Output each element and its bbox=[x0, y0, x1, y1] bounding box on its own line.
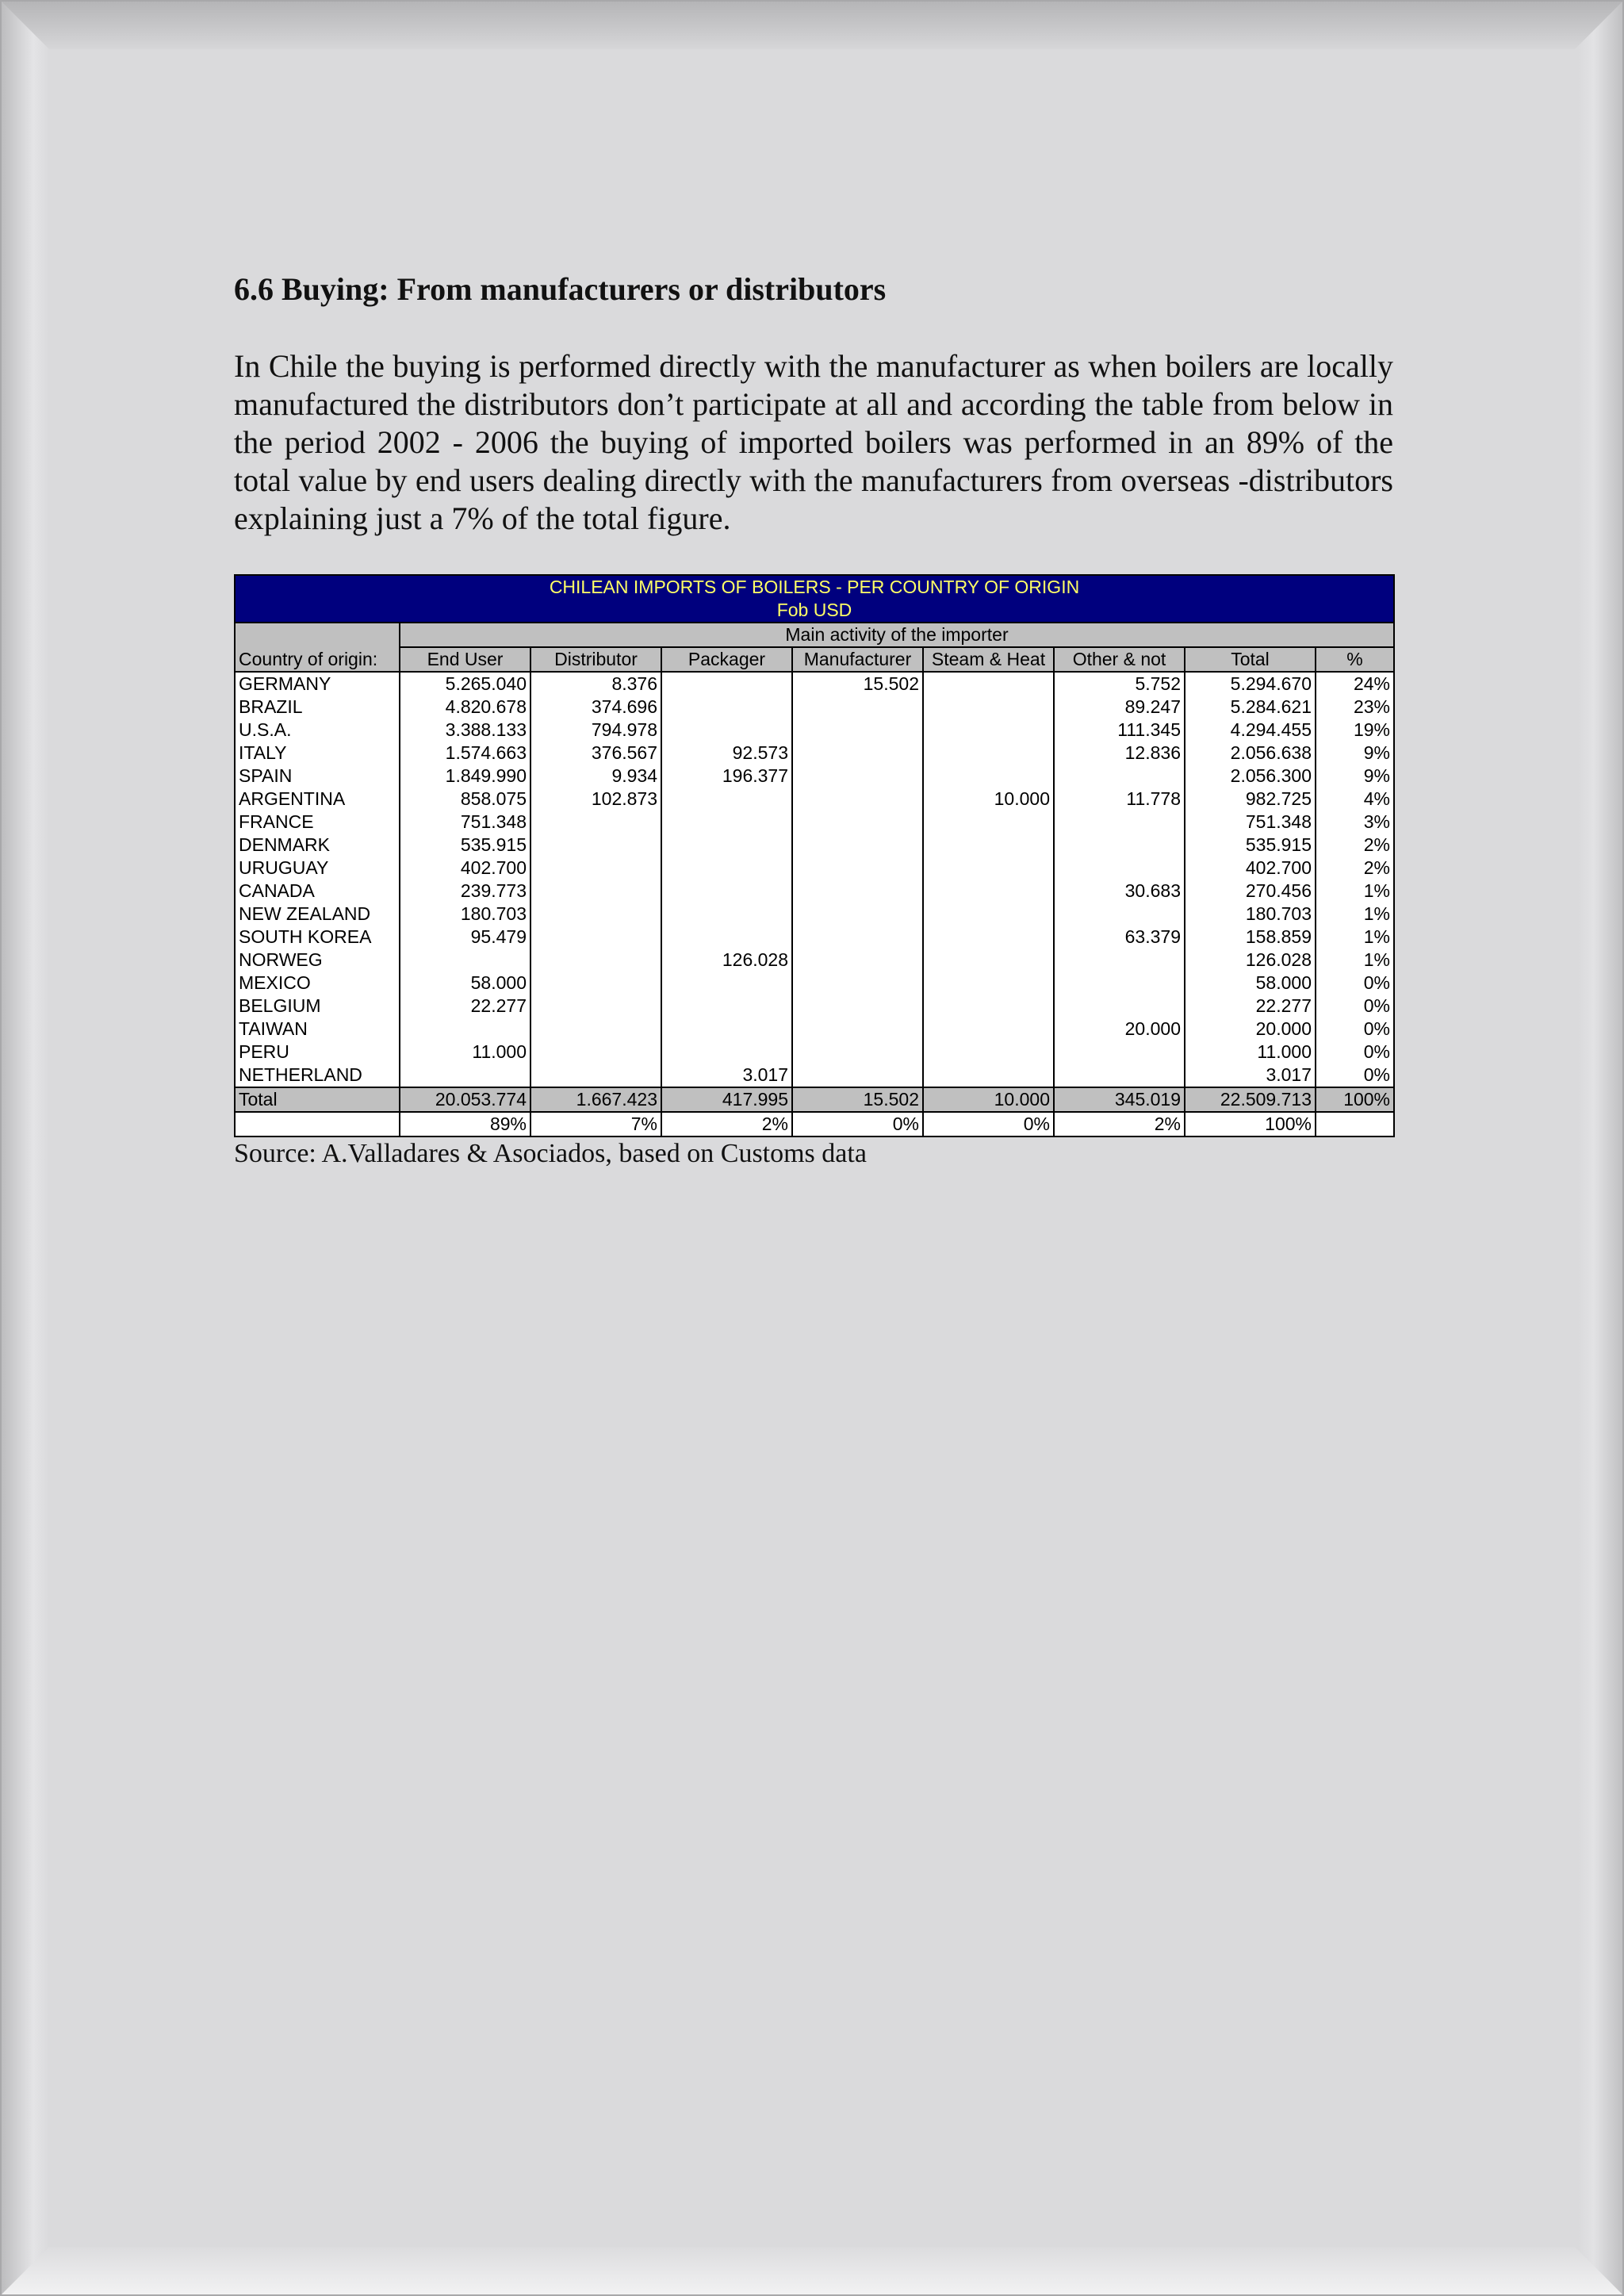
country-cell: URUGUAY bbox=[235, 857, 400, 880]
table-row bbox=[235, 949, 1394, 972]
value-cell bbox=[530, 926, 661, 949]
value-cell: 0% bbox=[1316, 1018, 1394, 1041]
value-cell: 92.573 bbox=[661, 742, 792, 765]
value-cell: 858.075 bbox=[400, 788, 530, 811]
value-cell: 3.388.133 bbox=[400, 719, 530, 742]
value-cell: 10.000 bbox=[923, 788, 1054, 811]
body-paragraph: In Chile the buying is performed directly with the manufacturer as when boilers are locally manufactured the distributors don’t participate at all and according the table from below in the period 2002 - 2006 the buying of imported boilers was performed in an 89% of the total value by end users dealing directly with the manufacturers from overseas -distributors explaining just a 7% of the total figure. bbox=[234, 348, 1393, 536]
value-cell: 1.574.663 bbox=[400, 742, 530, 765]
value-cell bbox=[923, 857, 1054, 880]
value-cell: 30.683 bbox=[1054, 880, 1185, 903]
country-cell: PERU bbox=[235, 1041, 400, 1064]
total-value: 100% bbox=[1316, 1087, 1394, 1112]
table-row bbox=[235, 1041, 1394, 1064]
value-cell bbox=[661, 811, 792, 834]
value-cell: 0% bbox=[1316, 972, 1394, 995]
value-cell bbox=[923, 880, 1054, 903]
value-cell bbox=[923, 765, 1054, 788]
value-cell bbox=[400, 1018, 530, 1041]
value-cell bbox=[923, 949, 1054, 972]
percent-value: 0% bbox=[792, 1112, 923, 1137]
value-cell bbox=[400, 1064, 530, 1087]
table-row bbox=[235, 765, 1394, 788]
total-value: 1.667.423 bbox=[530, 1087, 661, 1112]
value-cell bbox=[1054, 903, 1185, 926]
source-note: Source: A.Valladares & Asociados, based on Customs data bbox=[234, 1139, 867, 1168]
total-row bbox=[235, 1087, 1394, 1112]
value-cell bbox=[530, 1018, 661, 1041]
value-cell bbox=[923, 719, 1054, 742]
value-cell: 3% bbox=[1316, 811, 1394, 834]
country-cell: DENMARK bbox=[235, 834, 400, 857]
country-cell: ITALY bbox=[235, 742, 400, 765]
column-header: Distributor bbox=[530, 647, 661, 672]
country-cell: CANADA bbox=[235, 880, 400, 903]
value-cell bbox=[923, 1018, 1054, 1041]
value-cell: 3.017 bbox=[661, 1064, 792, 1087]
value-cell bbox=[530, 880, 661, 903]
value-cell: 126.028 bbox=[661, 949, 792, 972]
value-cell bbox=[792, 696, 923, 719]
value-cell: 22.277 bbox=[1185, 995, 1316, 1018]
table-title: CHILEAN IMPORTS OF BOILERS - PER COUNTRY OF ORIGIN bbox=[235, 575, 1394, 599]
value-cell: 12.836 bbox=[1054, 742, 1185, 765]
value-cell bbox=[1054, 1041, 1185, 1064]
value-cell: 9% bbox=[1316, 765, 1394, 788]
value-cell: 4.820.678 bbox=[400, 696, 530, 719]
value-cell: 535.915 bbox=[1185, 834, 1316, 857]
table-row bbox=[235, 742, 1394, 765]
value-cell: 402.700 bbox=[400, 857, 530, 880]
column-header: Manufacturer bbox=[792, 647, 923, 672]
value-cell: 0% bbox=[1316, 1041, 1394, 1064]
total-value: 10.000 bbox=[923, 1087, 1054, 1112]
value-cell: 1% bbox=[1316, 926, 1394, 949]
table-row bbox=[235, 857, 1394, 880]
table-row bbox=[235, 834, 1394, 857]
value-cell: 5.265.040 bbox=[400, 672, 530, 696]
value-cell bbox=[792, 857, 923, 880]
value-cell: 4.294.455 bbox=[1185, 719, 1316, 742]
value-cell: 239.773 bbox=[400, 880, 530, 903]
country-cell: ARGENTINA bbox=[235, 788, 400, 811]
section-heading: 6.6 Buying: From manufacturers or distributors bbox=[234, 271, 887, 307]
percent-value: 100% bbox=[1185, 1112, 1316, 1137]
table-row bbox=[235, 880, 1394, 903]
table-row bbox=[235, 719, 1394, 742]
value-cell: 23% bbox=[1316, 696, 1394, 719]
value-cell bbox=[661, 788, 792, 811]
value-cell: 0% bbox=[1316, 1064, 1394, 1087]
country-cell: NEW ZEALAND bbox=[235, 903, 400, 926]
column-header-country: Country of origin: bbox=[235, 647, 400, 672]
value-cell: 11.000 bbox=[1185, 1041, 1316, 1064]
country-cell: BELGIUM bbox=[235, 995, 400, 1018]
value-cell: 11.000 bbox=[400, 1041, 530, 1064]
table-row bbox=[235, 1064, 1394, 1087]
value-cell: 3.017 bbox=[1185, 1064, 1316, 1087]
value-cell bbox=[923, 672, 1054, 696]
value-cell bbox=[923, 1041, 1054, 1064]
value-cell bbox=[661, 857, 792, 880]
value-cell bbox=[661, 995, 792, 1018]
value-cell bbox=[530, 903, 661, 926]
country-cell: TAIWAN bbox=[235, 1018, 400, 1041]
country-cell: FRANCE bbox=[235, 811, 400, 834]
value-cell: 5.752 bbox=[1054, 672, 1185, 696]
value-cell: 8.376 bbox=[530, 672, 661, 696]
value-cell bbox=[661, 719, 792, 742]
value-cell: 0% bbox=[1316, 995, 1394, 1018]
value-cell bbox=[923, 972, 1054, 995]
value-cell: 1.849.990 bbox=[400, 765, 530, 788]
value-cell: 158.859 bbox=[1185, 926, 1316, 949]
value-cell bbox=[792, 1064, 923, 1087]
column-header: Total bbox=[1185, 647, 1316, 672]
value-cell: 19% bbox=[1316, 719, 1394, 742]
value-cell bbox=[923, 811, 1054, 834]
value-cell bbox=[530, 1041, 661, 1064]
document-page bbox=[49, 49, 1578, 2250]
column-header: Steam & Heat bbox=[923, 647, 1054, 672]
value-cell bbox=[1054, 765, 1185, 788]
value-cell bbox=[792, 903, 923, 926]
imports-table bbox=[234, 574, 1395, 1137]
value-cell bbox=[530, 811, 661, 834]
total-value: 417.995 bbox=[661, 1087, 792, 1112]
percent-row bbox=[235, 1112, 1394, 1137]
value-cell: 20.000 bbox=[1054, 1018, 1185, 1041]
value-cell bbox=[530, 949, 661, 972]
country-cell: BRAZIL bbox=[235, 696, 400, 719]
value-cell: 58.000 bbox=[1185, 972, 1316, 995]
value-cell bbox=[923, 903, 1054, 926]
value-cell bbox=[1054, 949, 1185, 972]
country-cell: NORWEG bbox=[235, 949, 400, 972]
percent-value: 0% bbox=[923, 1112, 1054, 1137]
group-header: Main activity of the importer bbox=[400, 623, 1394, 647]
value-cell: 22.277 bbox=[400, 995, 530, 1018]
percent-value: 2% bbox=[661, 1112, 792, 1137]
value-cell bbox=[792, 719, 923, 742]
table-subtitle: Fob USD bbox=[235, 599, 1394, 623]
value-cell: 4% bbox=[1316, 788, 1394, 811]
total-value: 345.019 bbox=[1054, 1087, 1185, 1112]
value-cell bbox=[1054, 834, 1185, 857]
value-cell bbox=[1054, 972, 1185, 995]
value-cell bbox=[661, 926, 792, 949]
value-cell bbox=[661, 696, 792, 719]
value-cell bbox=[792, 1041, 923, 1064]
value-cell bbox=[530, 1064, 661, 1087]
column-header: End User bbox=[400, 647, 530, 672]
value-cell: 402.700 bbox=[1185, 857, 1316, 880]
value-cell bbox=[923, 995, 1054, 1018]
value-cell: 102.873 bbox=[530, 788, 661, 811]
value-cell bbox=[1054, 1064, 1185, 1087]
value-cell: 58.000 bbox=[400, 972, 530, 995]
value-cell bbox=[792, 949, 923, 972]
value-cell: 2% bbox=[1316, 857, 1394, 880]
value-cell bbox=[792, 788, 923, 811]
value-cell: 2.056.638 bbox=[1185, 742, 1316, 765]
column-header: Other & not bbox=[1054, 647, 1185, 672]
total-value: 22.509.713 bbox=[1185, 1087, 1316, 1112]
percent-value: 2% bbox=[1054, 1112, 1185, 1137]
percent-value: 7% bbox=[530, 1112, 661, 1137]
value-cell bbox=[661, 672, 792, 696]
value-cell: 20.000 bbox=[1185, 1018, 1316, 1041]
country-cell: SPAIN bbox=[235, 765, 400, 788]
value-cell: 794.978 bbox=[530, 719, 661, 742]
value-cell: 2% bbox=[1316, 834, 1394, 857]
value-cell: 95.479 bbox=[400, 926, 530, 949]
header-blank-cell bbox=[235, 623, 400, 647]
country-cell: SOUTH KOREA bbox=[235, 926, 400, 949]
value-cell bbox=[1054, 995, 1185, 1018]
value-cell bbox=[792, 972, 923, 995]
value-cell bbox=[923, 834, 1054, 857]
value-cell bbox=[792, 765, 923, 788]
total-value: 15.502 bbox=[792, 1087, 923, 1112]
value-cell: 126.028 bbox=[1185, 949, 1316, 972]
value-cell bbox=[792, 995, 923, 1018]
percent-value bbox=[235, 1112, 400, 1137]
value-cell: 751.348 bbox=[400, 811, 530, 834]
total-label: Total bbox=[235, 1087, 400, 1112]
value-cell bbox=[530, 834, 661, 857]
country-cell: MEXICO bbox=[235, 972, 400, 995]
value-cell bbox=[661, 834, 792, 857]
column-header: % bbox=[1316, 647, 1394, 672]
value-cell: 5.284.621 bbox=[1185, 696, 1316, 719]
value-cell: 180.703 bbox=[1185, 903, 1316, 926]
value-cell bbox=[923, 1064, 1054, 1087]
country-cell: GERMANY bbox=[235, 672, 400, 696]
value-cell: 15.502 bbox=[792, 672, 923, 696]
page-content bbox=[234, 270, 1393, 1171]
table-row bbox=[235, 788, 1394, 811]
value-cell: 89.247 bbox=[1054, 696, 1185, 719]
total-value: 20.053.774 bbox=[400, 1087, 530, 1112]
value-cell: 270.456 bbox=[1185, 880, 1316, 903]
value-cell bbox=[792, 742, 923, 765]
value-cell: 9% bbox=[1316, 742, 1394, 765]
table-row bbox=[235, 811, 1394, 834]
value-cell bbox=[530, 857, 661, 880]
value-cell bbox=[530, 972, 661, 995]
value-cell: 5.294.670 bbox=[1185, 672, 1316, 696]
value-cell bbox=[923, 696, 1054, 719]
value-cell bbox=[923, 742, 1054, 765]
value-cell: 9.934 bbox=[530, 765, 661, 788]
value-cell bbox=[661, 1018, 792, 1041]
table-row bbox=[235, 995, 1394, 1018]
value-cell bbox=[792, 1018, 923, 1041]
value-cell: 2.056.300 bbox=[1185, 765, 1316, 788]
value-cell: 374.696 bbox=[530, 696, 661, 719]
value-cell: 535.915 bbox=[400, 834, 530, 857]
percent-value bbox=[1316, 1112, 1394, 1137]
table-row bbox=[235, 903, 1394, 926]
value-cell: 376.567 bbox=[530, 742, 661, 765]
value-cell: 751.348 bbox=[1185, 811, 1316, 834]
value-cell bbox=[792, 880, 923, 903]
value-cell bbox=[661, 903, 792, 926]
value-cell: 111.345 bbox=[1054, 719, 1185, 742]
value-cell bbox=[661, 972, 792, 995]
value-cell: 24% bbox=[1316, 672, 1394, 696]
column-header: Packager bbox=[661, 647, 792, 672]
value-cell bbox=[792, 811, 923, 834]
value-cell bbox=[530, 995, 661, 1018]
value-cell bbox=[923, 926, 1054, 949]
value-cell bbox=[1054, 857, 1185, 880]
table-row bbox=[235, 696, 1394, 719]
value-cell bbox=[661, 880, 792, 903]
value-cell bbox=[792, 926, 923, 949]
percent-value: 89% bbox=[400, 1112, 530, 1137]
value-cell bbox=[1054, 811, 1185, 834]
value-cell bbox=[792, 834, 923, 857]
value-cell: 196.377 bbox=[661, 765, 792, 788]
value-cell bbox=[400, 949, 530, 972]
value-cell: 982.725 bbox=[1185, 788, 1316, 811]
country-cell: U.S.A. bbox=[235, 719, 400, 742]
table-row bbox=[235, 972, 1394, 995]
table-row bbox=[235, 1018, 1394, 1041]
value-cell bbox=[661, 1041, 792, 1064]
value-cell: 11.778 bbox=[1054, 788, 1185, 811]
table-row bbox=[235, 672, 1394, 696]
value-cell: 1% bbox=[1316, 903, 1394, 926]
value-cell: 1% bbox=[1316, 880, 1394, 903]
value-cell: 1% bbox=[1316, 949, 1394, 972]
country-cell: NETHERLAND bbox=[235, 1064, 400, 1087]
table-row bbox=[235, 926, 1394, 949]
value-cell: 63.379 bbox=[1054, 926, 1185, 949]
value-cell: 180.703 bbox=[400, 903, 530, 926]
